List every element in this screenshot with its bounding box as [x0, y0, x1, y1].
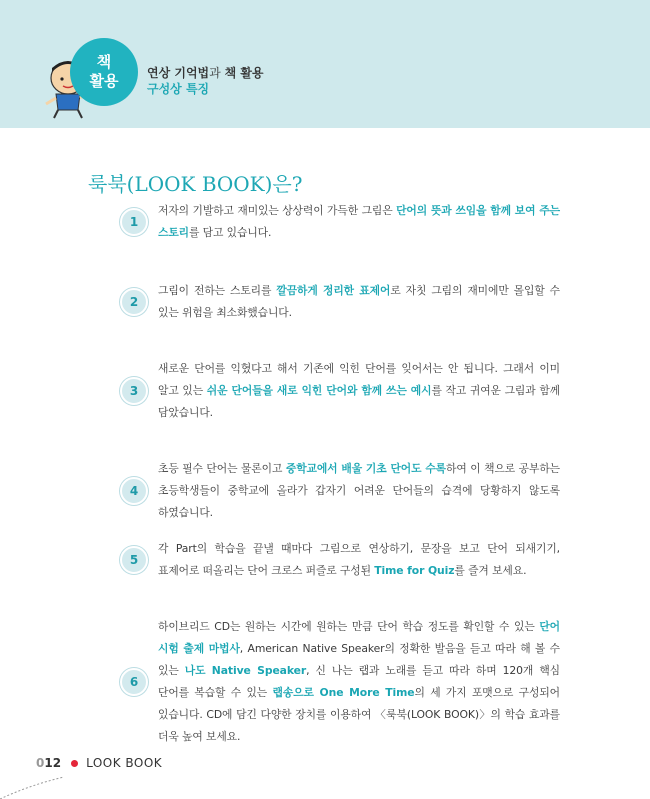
header-title-b: 과	[209, 66, 225, 80]
highlighted-text: 나도 Native Speaker	[184, 664, 307, 677]
header-title	[147, 64, 264, 81]
feature-item	[120, 280, 560, 324]
text-segment: 각 Part의 학습을 끝낼 때마다 그림으로 연상하기, 문장을 보고 단어 되새기기, 표제어로 떠올리는 단어 크로스 퍼즐로 구성된	[158, 542, 560, 577]
highlighted-text: 단어의 뜻과 쓰임을 함께 보여 주는 스토리	[158, 204, 560, 239]
text-segment: 새로운 단어를 익혔다고 해서 기존에 익힌 단어를 잊어서는 안 됩니다. 그래서 이미 알고 있는	[158, 362, 560, 397]
section-badge	[70, 38, 138, 106]
item-text	[158, 616, 560, 748]
text-segment: 로 자칫 그림의 재미에만 몰입할 수 있는 위험을 최소화했습니다.	[158, 284, 561, 319]
page-footer	[36, 756, 162, 770]
text-segment: 를 담고 있습니다.	[189, 226, 272, 239]
header-title-c: 책 활용	[224, 66, 264, 80]
item-number-badge: 4	[120, 477, 148, 505]
section-title: 룩북(LOOK BOOK)은?	[88, 172, 303, 196]
highlighted-text: 쉬운 단어들을 새로 익힌 단어와 함께 쓰는 예시	[206, 384, 432, 397]
text-segment: 초등 필수 단어는 물론이고	[158, 462, 286, 475]
item-text	[158, 358, 560, 424]
item-text	[158, 458, 560, 524]
feature-item	[120, 200, 560, 244]
text-segment: 의 세 가지 포맷으로 구성되어 있습니다. CD에 담긴 다양한 장치를 이용하여 〈룩북(LOOK BOOK)〉의 학습 효과를 더욱 높여 보세요.	[158, 686, 560, 743]
page-number	[36, 756, 61, 770]
page-prefix: 0	[36, 756, 45, 770]
badge-line-2: 활용	[89, 72, 119, 90]
item-number-badge: 1	[120, 208, 148, 236]
highlighted-text: Time for Quiz	[374, 564, 455, 577]
feature-item	[120, 358, 560, 424]
decorative-dashed-line	[0, 775, 70, 799]
text-segment: , American Native Speaker의 정확한 발음을 듣고 따라 해 볼 수 있는	[158, 642, 560, 677]
item-number-badge: 2	[120, 288, 148, 316]
item-text	[158, 280, 560, 324]
text-segment: , 신 나는 랩과 노래를 듣고 따라 하며 120개 핵심 단어를 복습할 수 있는	[158, 664, 560, 699]
highlighted-text: 랩송으로 One More Time	[272, 686, 415, 699]
book-title: LOOK BOOK	[86, 756, 163, 770]
item-text	[158, 200, 560, 244]
text-segment: 하이브리드 CD는 원하는 시간에 원하는 만큼 단어 학습 정도를 확인할 수 있는	[158, 620, 540, 633]
feature-item	[120, 458, 560, 524]
highlighted-text: 단어 시험 출제 마법사	[158, 620, 560, 655]
item-text	[158, 538, 560, 582]
text-segment: 를 작고 귀여운 그림과 함께 담았습니다.	[158, 384, 560, 419]
text-segment: 저자의 기발하고 재미있는 상상력이 가득한 그림은	[158, 204, 397, 217]
item-number-badge: 6	[120, 668, 148, 696]
feature-item	[120, 538, 560, 582]
text-segment: 그림이 전하는 스토리를	[158, 284, 277, 297]
feature-item	[120, 616, 560, 748]
item-number-badge: 5	[120, 546, 148, 574]
highlighted-text: 깔끔하게 정리한 표제어	[276, 284, 391, 297]
item-number-badge: 3	[120, 377, 148, 405]
badge-line-1: 책	[96, 53, 112, 71]
header-title-a: 연상 기억법	[147, 66, 210, 80]
page-header	[0, 0, 650, 128]
header-subtitle: 구성상 특징	[147, 82, 210, 96]
page-number-value: 12	[44, 756, 62, 770]
red-dot-icon	[71, 760, 78, 767]
highlighted-text: 중학교에서 배울 기초 단어도 수록	[285, 462, 447, 475]
text-segment: 하여 이 책으로 공부하는 초등학생들이 중학교에 올라가 갑자기 어려운 단어들의 습격에 당황하지 않도록 하였습니다.	[158, 462, 560, 519]
text-segment: 를 즐겨 보세요.	[454, 564, 527, 577]
